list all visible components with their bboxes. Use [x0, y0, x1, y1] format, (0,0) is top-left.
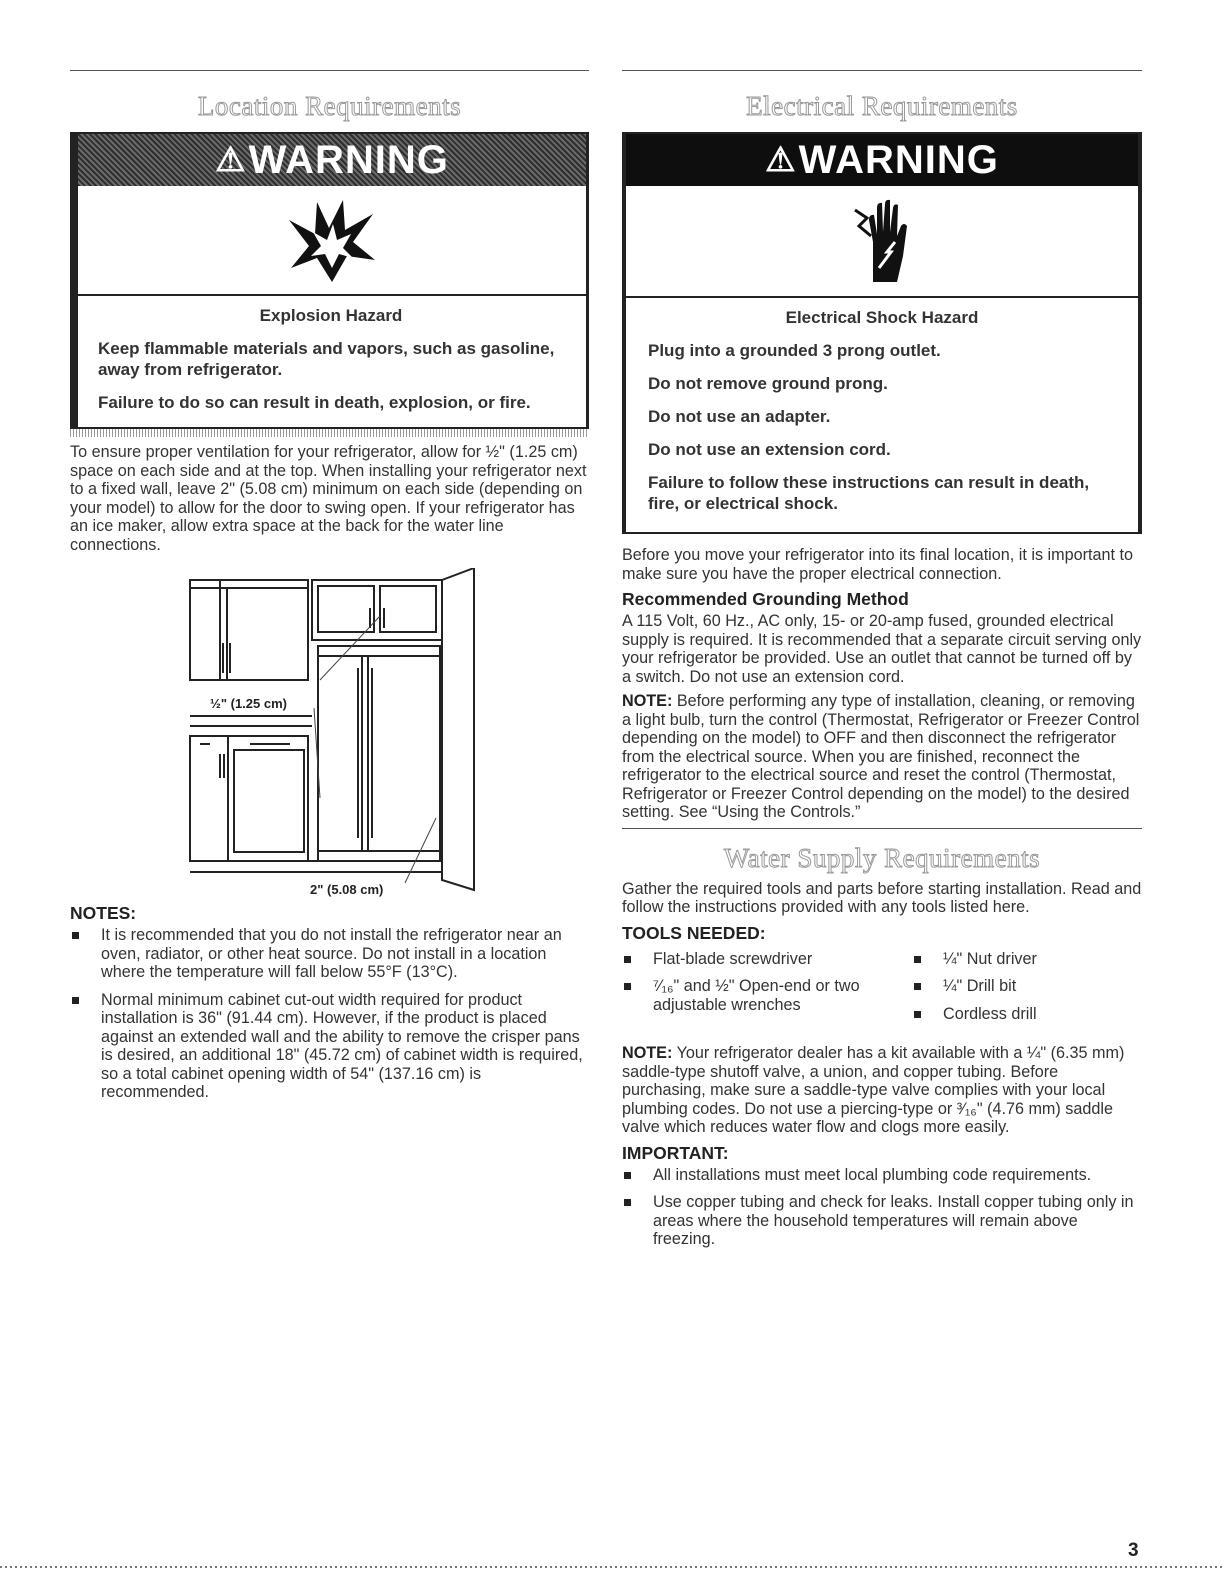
hazard-line: Do not use an adapter. [648, 407, 831, 426]
explosion-icon [78, 186, 586, 296]
hazard-line: Keep flammable materials and vapors, such as gasoline, away from refrigerator. [98, 339, 555, 379]
explosion-warning-box [70, 132, 589, 429]
refrigerator-diagram [70, 568, 589, 903]
list-item: Normal minimum cabinet cut-out width required for product installation is 36" (91.44 cm). However, if the product is placed against an extended wall and the ability to remove the crisper pans is desired, an additional 18" (45.72 cm) of cabinet width is required, so a total cabinet opening width of 54" (137.16 cm) is recommended. [70, 991, 589, 1102]
note-label: NOTE: [622, 692, 673, 710]
hazard-line: Do not remove ground prong. [648, 374, 888, 393]
clearance-label-top: ½" (1.25 cm) [210, 696, 287, 711]
hazard-line: Failure to do so can result in death, explosion, or fire. [98, 393, 531, 412]
page-number: 3 [1128, 1540, 1139, 1561]
right-column [622, 70, 1142, 1258]
section-rule [70, 70, 589, 71]
notes-list [70, 926, 589, 1102]
location-intro: To ensure proper ventilation for your refrigerator, allow for ½" (1.25 cm) space on each side and at the top. When installing your refrigerator next to a fixed wall, leave 2" (5.08 cm) minimum on each side (depending on your model) to allow for the door to swing open. If your refrigerator has an ice maker, allow extra space at the back for the water line connections. [70, 443, 587, 554]
tools-list [622, 950, 1142, 1033]
tools-column-1 [622, 950, 912, 1033]
water-note [622, 1044, 1142, 1137]
electrical-intro: Before you move your refrigerator into its final location, it is important to make sure you have the proper electrical connection. [622, 546, 1134, 583]
water-intro: Gather the required tools and parts before starting installation. Read and follow the instructions provided with any tools listed here. [622, 879, 1142, 916]
hazard-line: Failure to follow these instructions can result in death, fire, or electrical shock. [648, 473, 1090, 513]
grounding-heading: Recommended Grounding Method [622, 589, 909, 609]
hazard-line: Plug into a grounded 3 prong outlet. [648, 341, 941, 360]
section-rule [622, 828, 1142, 829]
section-rule [622, 70, 1142, 71]
hazard-title: Explosion Hazard [259, 306, 403, 325]
shock-hazard-text [626, 298, 1138, 532]
list-item: All installations must meet local plumbing code requirements. [622, 1166, 1142, 1185]
warning-label: WARNING [798, 137, 999, 182]
bottom-border [0, 1566, 1225, 1568]
hazard-line: Do not use an extension cord. [648, 440, 891, 459]
list-item: It is recommended that you do not install the refrigerator near an oven, radiator, or other heat source. Do not install in a location where the temperature will fall below 55°F (13°C). [70, 926, 589, 982]
list-item: Cordless drill [912, 1005, 1132, 1024]
explosion-hazard-text [78, 296, 586, 427]
electrical-note [622, 692, 1142, 822]
important-list [622, 1166, 1142, 1249]
tools-heading: TOOLS NEEDED: [622, 922, 766, 943]
list-item: Flat-blade screwdriver [622, 950, 912, 969]
electrical-shock-icon [626, 186, 1138, 298]
warning-banner [626, 134, 1138, 186]
left-column [70, 70, 589, 1111]
water-supply-title: Water Supply Requirements [723, 842, 1041, 873]
list-item: ⁷⁄₁₆" and ½" Open-end or two adjustable wrenches [622, 977, 912, 1014]
grounding-text: A 115 Volt, 60 Hz., AC only, 15- or 20-amp fused, grounded electrical supply is required. It is recommended that a separate circuit serving only your refrigerator be provided. Use an outlet that cannot be turned off by a switch. Do not use an extension cord. [622, 612, 1142, 686]
warning-triangle-icon: ⚠ [765, 141, 797, 179]
note-label: NOTE: [622, 1044, 673, 1062]
clearance-label-bottom: 2" (5.08 cm) [310, 882, 384, 897]
clearance-figure [70, 568, 589, 903]
tools-column-2 [912, 950, 1132, 1033]
warning-label: WARNING [248, 137, 449, 182]
important-heading: IMPORTANT: [622, 1142, 729, 1163]
location-requirements-title: Location Requirements [197, 91, 462, 121]
list-item: Use copper tubing and check for leaks. Install copper tubing only in areas where the household temperatures will remain above freezing. [622, 1193, 1142, 1249]
box-bottom-dots [70, 429, 589, 437]
note-text: Before performing any type of installation, cleaning, or removing a light bulb, turn the control (Thermostat, Refrigerator or Freezer Control depending on the model) to OFF and then disconnect the refrigerator from the electrical source. When you are finished, reconnect the refrigerator to the electrical source and reset the control (Thermostat, Refrigerator or Freezer Control depending on the model) to the desired setting. See “Using the Controls.” [622, 692, 1140, 821]
warning-banner [78, 134, 586, 186]
warning-triangle-icon: ⚠ [215, 141, 247, 179]
notes-heading: NOTES: [70, 903, 137, 923]
hazard-title: Electrical Shock Hazard [785, 308, 979, 327]
list-item: ¼" Nut driver [912, 950, 1132, 969]
shock-warning-box [622, 132, 1142, 534]
electrical-requirements-title: Electrical Requirements [746, 91, 1018, 121]
list-item: ¼" Drill bit [912, 977, 1132, 996]
note-text: Your refrigerator dealer has a kit available with a ¼" (6.35 mm) saddle-type shutoff valve, a union, and copper tubing. Before purchasing, make sure a saddle-type valve complies with your local plumbing codes. Do not use a piercing-type or ³⁄₁₆" (4.76 mm) saddle valve which reduces water flow and clogs more easily. [622, 1044, 1125, 1136]
